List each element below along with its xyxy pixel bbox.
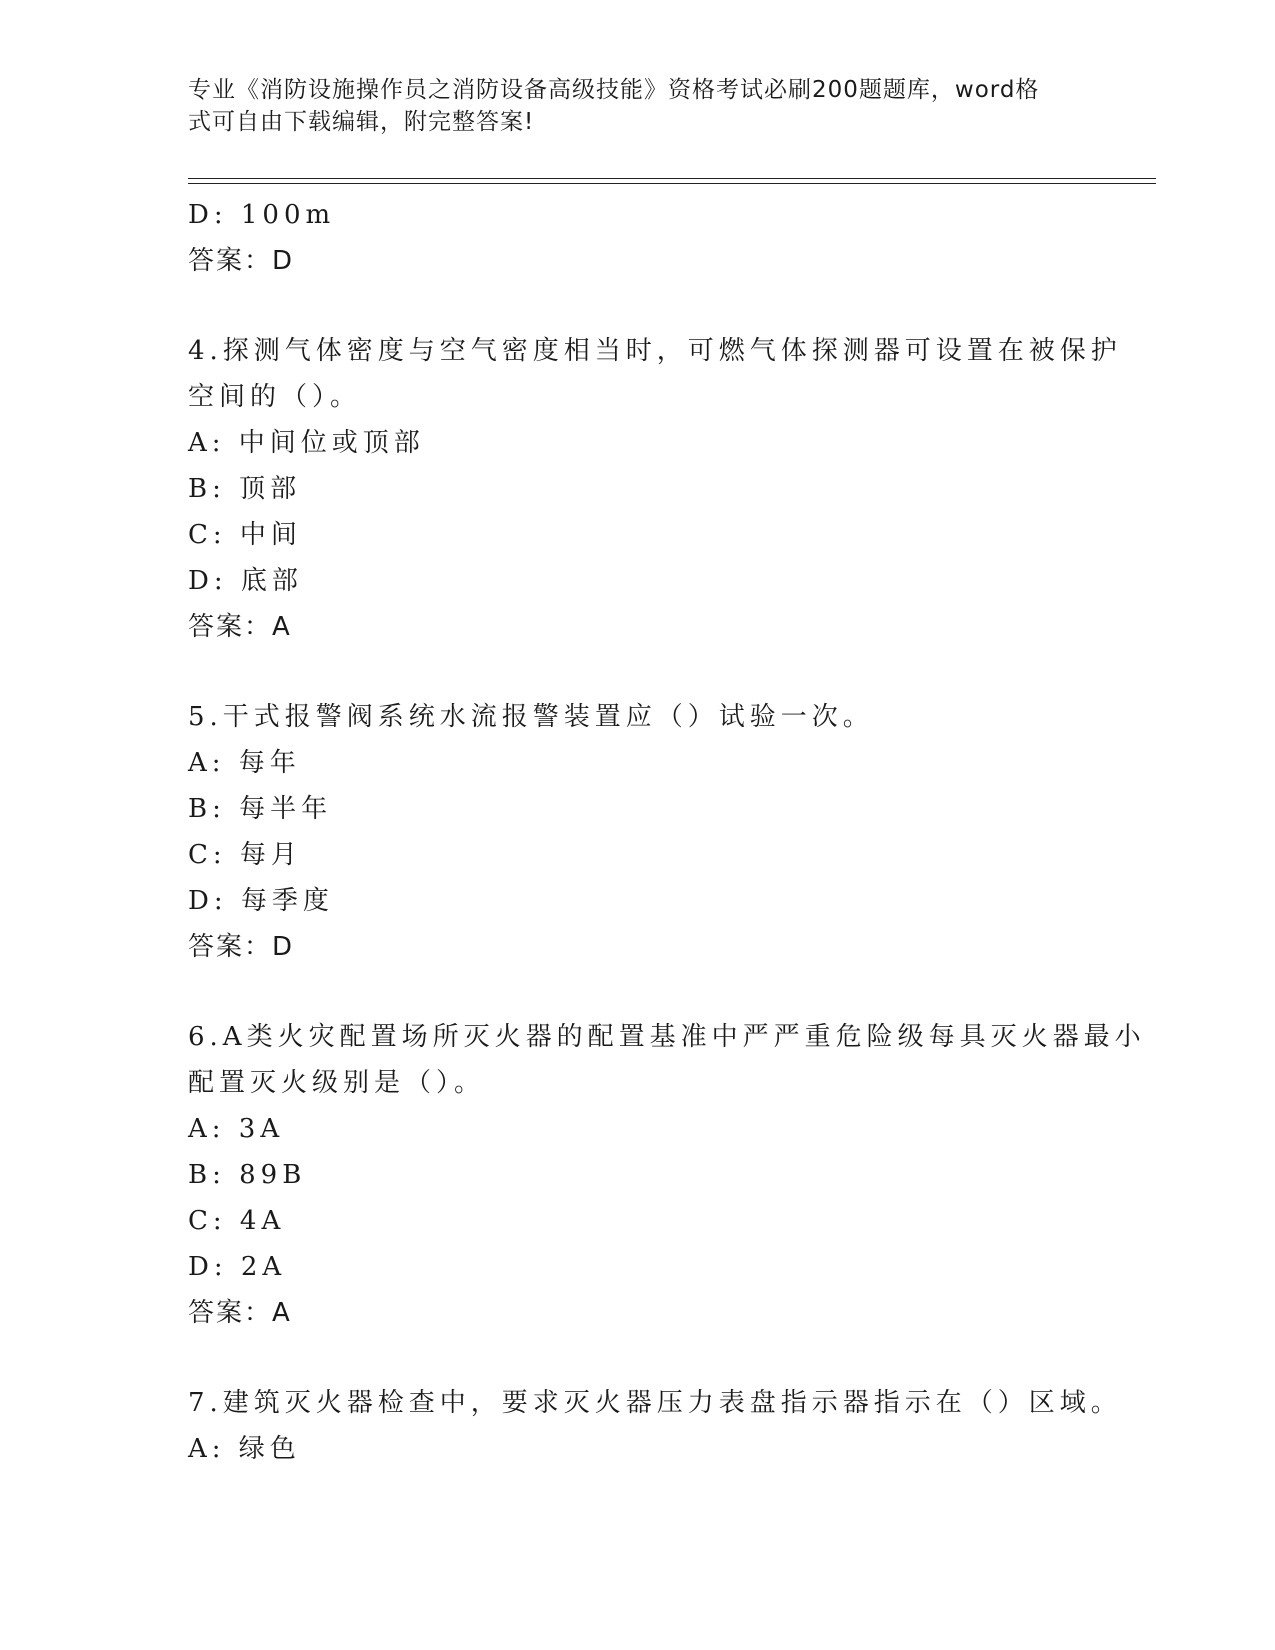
option-b: B: 每半年 (188, 794, 333, 824)
option-d: D: 每季度 (188, 886, 334, 916)
question-4 (188, 328, 1122, 650)
option-b: B: 89B (188, 1160, 307, 1190)
option-a: A: 中间位或顶部 (188, 428, 425, 458)
header-line-2: 式可自由下载编辑，附完整答案! (188, 109, 535, 135)
question-text: 7.建筑灭火器检查中，要求灭火器压力表盘指示器指示在（）区域。 (188, 1388, 1122, 1418)
option-c: C: 中间 (188, 520, 302, 550)
option-b: B: 顶部 (188, 474, 302, 504)
option-d: D: 2A (188, 1252, 287, 1282)
question-text: 空间的（）。 (188, 382, 362, 412)
option-a: A: 3A (188, 1114, 285, 1144)
question-text: 4.探测气体密度与空气密度相当时，可燃气体探测器可设置在被保护 (188, 336, 1122, 366)
question-5 (188, 694, 1088, 970)
option-a: A: 每年 (188, 748, 301, 778)
question-text: 5.干式报警阀系统水流报警装置应（）试验一次。 (188, 702, 874, 732)
question-text: 6.A类火灾配置场所灭火器的配置基准中严严重危险级每具灭火器最小 (188, 1022, 1146, 1052)
document-header (188, 74, 1088, 138)
previous-answer: 答案：D (188, 246, 295, 276)
previous-option-d: D: 100m (188, 200, 336, 230)
answer: 答案：A (188, 612, 292, 642)
answer: 答案：D (188, 932, 295, 962)
header-line-1: 专业《消防设施操作员之消防设备高级技能》资格考试必刷200题题库，word格 (188, 77, 1040, 103)
question-text: 配置灭火级别是（）。 (188, 1068, 486, 1098)
header-divider-top (188, 178, 1156, 179)
header-divider-bottom (188, 183, 1156, 184)
option-c: C: 每月 (188, 840, 302, 870)
question-7 (188, 1380, 1122, 1472)
option-c: C: 4A (188, 1206, 286, 1236)
option-a: A: 绿色 (188, 1434, 301, 1464)
question-list (188, 192, 1146, 1472)
answer: 答案：A (188, 1298, 292, 1328)
option-d: D: 底部 (188, 566, 303, 596)
question-6 (188, 1014, 1146, 1336)
